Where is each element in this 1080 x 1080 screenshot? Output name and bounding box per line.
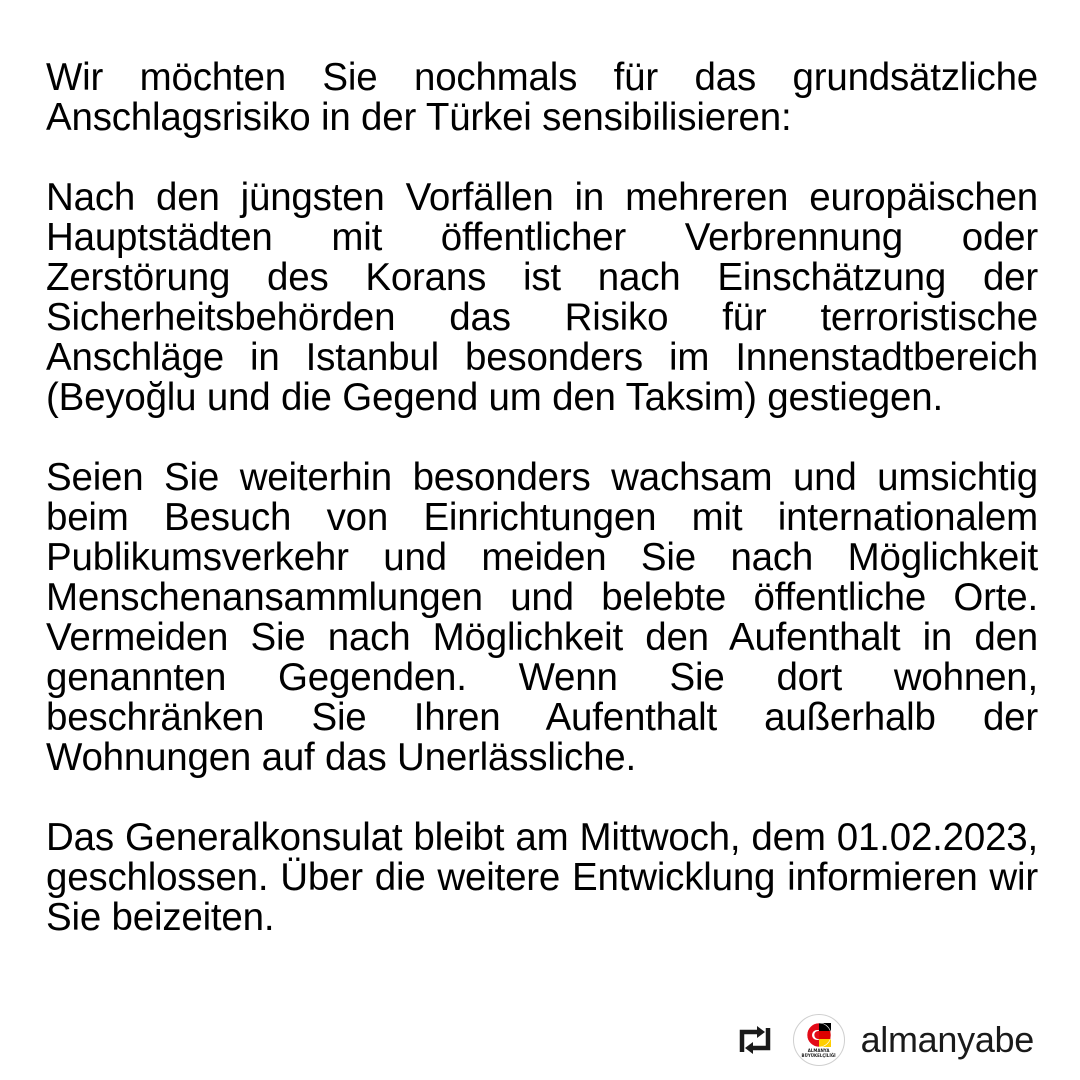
- repost-icon[interactable]: [735, 1022, 775, 1058]
- notice-paragraph-2: Nach den jüngsten Vorfällen in mehreren europäischen Hauptstädten mit öffentlicher Verbrennung oder Zerstörung des Korans ist nach Einschätzung der Sicherheitsbehörden das Risiko für terroristische Anschläge in Istanbul besonders im Innenstadtbereich (Beyoğlu und die Gegend um den Taksim) gestiegen.: [46, 176, 1038, 419]
- avatar-caption: [802, 1049, 836, 1058]
- repost-attribution: [721, 1012, 1034, 1068]
- embassy-logo-icon: [806, 1022, 832, 1048]
- avatar-caption-line-2: BÜYÜKELÇİLİĞİ: [801, 1052, 836, 1058]
- notice-paragraph-3: Seien Sie weiterhin besonders wachsam und umsichtig beim Besuch von Einrichtungen mit internationalem Publikumsverkehr und meiden Sie nach Möglichkeit Menschenansammlungen und belebte öffentliche Orte. Vermeiden Sie nach Möglichkeit den Aufenthalt in den genannten Gegenden. Wenn Sie dort wohnen, beschränken Sie Ihren Aufenthalt außerhalb der Wohnungen auf das Unerlässliche.: [46, 456, 1038, 779]
- username-link[interactable]: almanyabe: [860, 1019, 1034, 1060]
- notice-paragraph-4: Das Generalkonsulat bleibt am Mittwoch, dem 01.02.2023, geschlossen. Über die weitere Entwicklung informieren wir Sie beizeiten.: [46, 816, 1038, 939]
- notice-paragraph-1: Wir möchten Sie nochmals für das grundsätzliche Anschlagsrisiko in der Türkei sensibilisieren:: [46, 56, 1038, 139]
- notice-text: [46, 58, 1038, 938]
- avatar[interactable]: [793, 1014, 845, 1066]
- avatar-caption-line-1: ALMANYA: [807, 1048, 830, 1053]
